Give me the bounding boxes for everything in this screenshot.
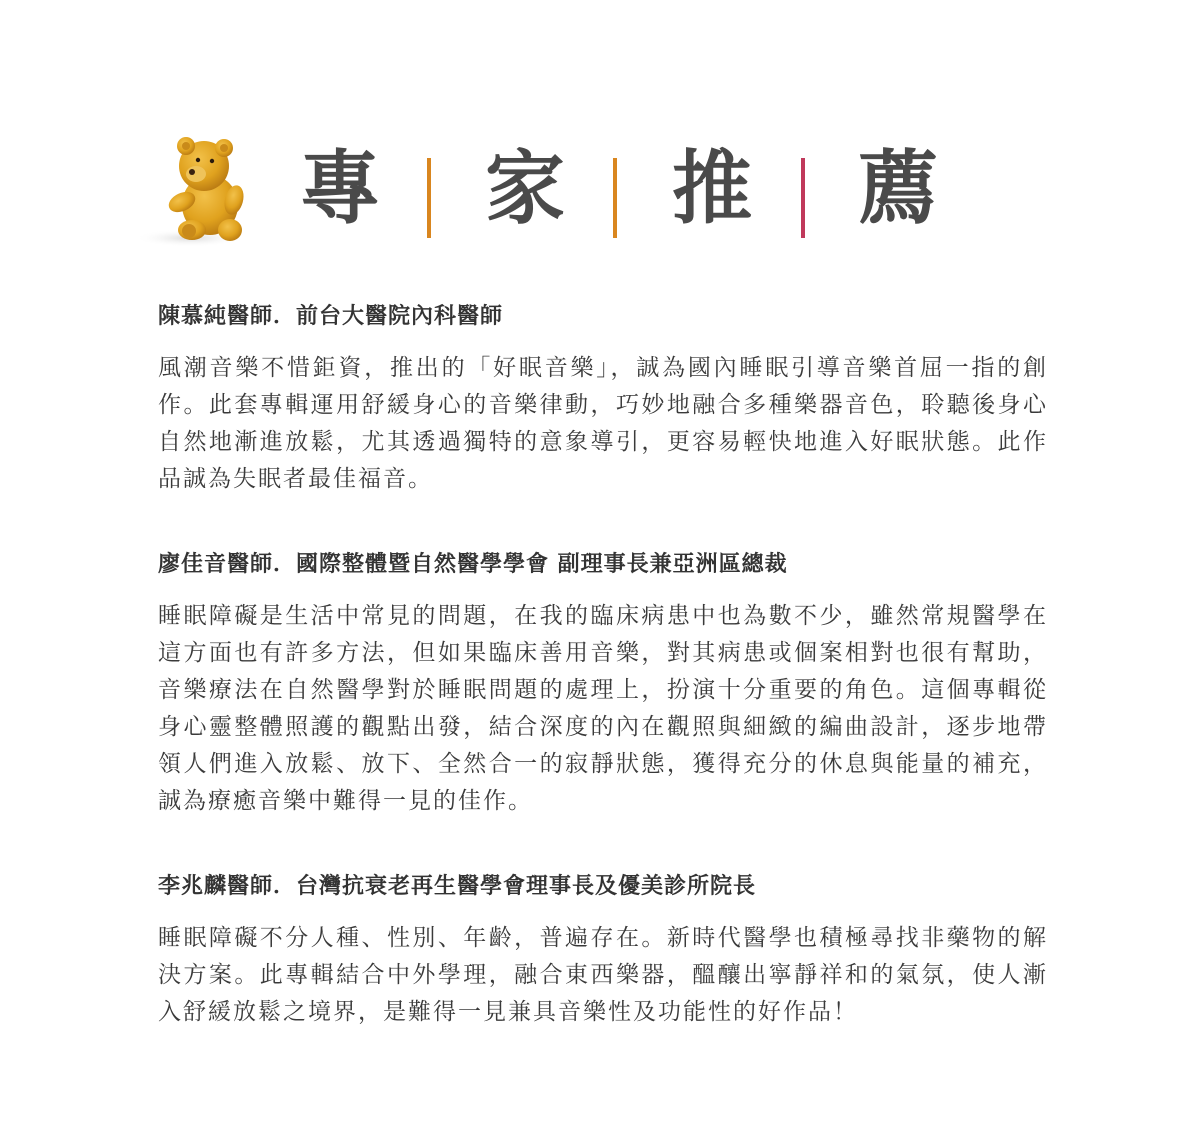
recommendation-text: 睡眠障礙是生活中常見的問題，在我的臨床病患中也為數不少，雖然常規醫學在這方面也有許多方法，但如果臨床善用音樂，對其病患或個案相對也很有幫助，音樂療法在自然醫學對於睡眠問題的處理上，扮演十分重要的角色。這個專輯從身心靈整體照護的觀點出發，結合深度的內在觀照與細緻的編曲設計，逐步地帶領人們進入放鬆、放下、全然合一的寂靜狀態，獲得充分的休息與能量的補充，誠為療癒音樂中難得一見的佳作。 (158, 603, 1048, 814)
title-char-4: 薦 (858, 141, 938, 235)
recommendation-item (158, 300, 1048, 498)
title-char-1: 專 (300, 141, 380, 235)
title-char-3: 推 (672, 141, 752, 235)
recommender-name: 廖佳音醫師．國際整體暨自然醫學學會 副理事長兼亞洲區總裁 (158, 552, 788, 577)
title-separator-1 (427, 158, 431, 238)
recommendation-item (158, 548, 1048, 820)
recommendation-list (158, 300, 1048, 1081)
title-char-2: 家 (485, 141, 565, 235)
recommendation-text: 風潮音樂不惜鉅資，推出的「好眠音樂」，誠為國內睡眠引導音樂首屈一指的創作。此套專輯運用舒緩身心的音樂律動，巧妙地融合多種樂器音色，聆聽後身心自然地漸進放鬆，尤其透過獨特的意象導引，更容易輕快地進入好眠狀態。此作品誠為失眠者最佳福音。 (158, 355, 1048, 492)
title-separator-2 (613, 158, 617, 238)
recommendation-text: 睡眠障礙不分人種、性別、年齡，普遍存在。新時代醫學也積極尋找非藥物的解決方案。此專輯結合中外學理，融合東西樂器，醞釀出寧靜祥和的氣氛，使人漸入舒緩放鬆之境界，是難得一見兼具音樂性及功能性的好作品！ (158, 925, 1048, 1025)
title-separator-3 (801, 158, 805, 238)
teddy-bear-icon (130, 130, 260, 250)
recommender-name: 陳慕純醫師．前台大醫院內科醫師 (158, 304, 504, 329)
recommender-name: 李兆麟醫師．台灣抗衰老再生醫學會理事長及優美診所院長 (158, 874, 757, 899)
page-header (130, 120, 1030, 260)
recommendation-item (158, 870, 1048, 1031)
